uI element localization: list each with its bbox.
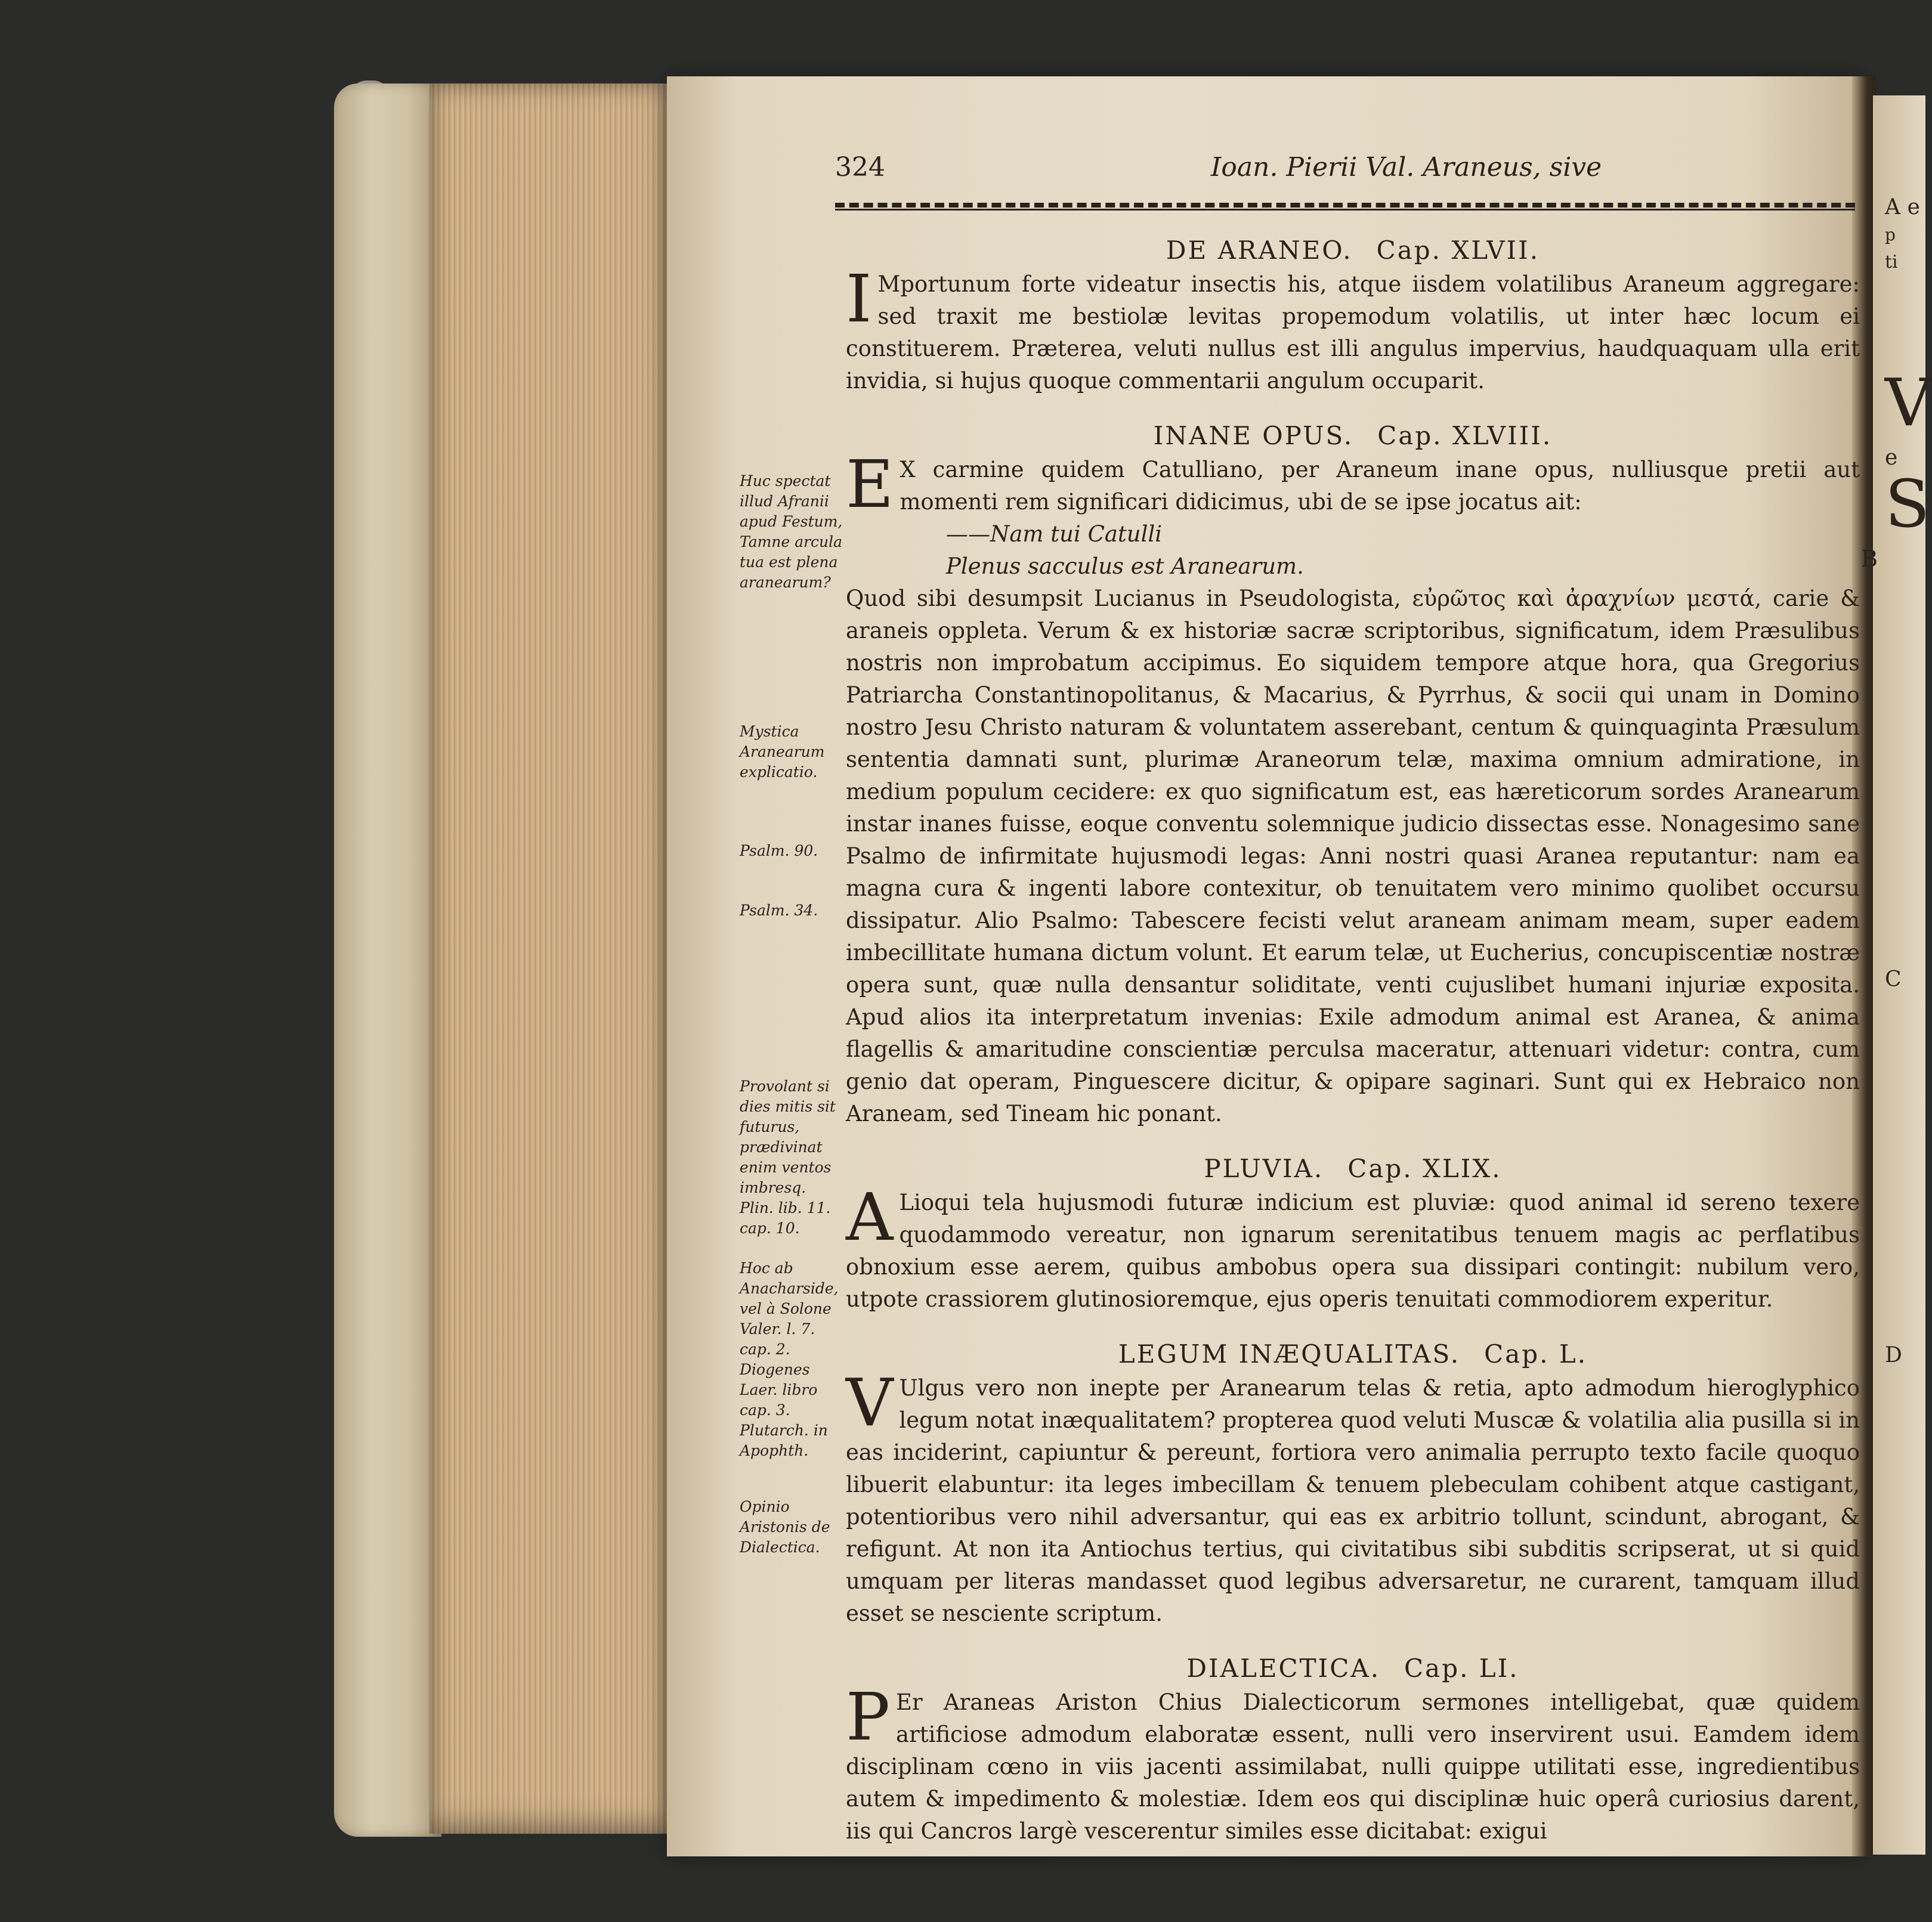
chapter-title: LEGUM INÆQUALITAS. xyxy=(1118,1339,1461,1369)
marginal-note: Psalm. 90. xyxy=(740,842,818,859)
chapter-heading xyxy=(846,1339,1860,1369)
marginal-note: Mystica Aranearum explicatio. xyxy=(740,723,825,781)
paragraph-text: Lioqui tela hujusmodi futuræ indicium est pluviæ: quod animal id sereno texere quodammodo vereatur, non ignarum serenitatibus tenuem magis ac perflatibus obnoxium esse aerem, quibus ambobus opera sua dissipari contingit: nubilum vero, utpote crassiorem glutinosioremque, ejus operis tenuitati commodiorem experitur. xyxy=(846,1190,1860,1312)
initial-letter: E xyxy=(846,446,894,522)
chapter-paragraph xyxy=(846,261,1860,397)
verse-line: ——Nam tui Catulli xyxy=(946,521,1163,547)
chapter-paragraph xyxy=(846,446,1860,522)
chapter-heading xyxy=(846,1154,1860,1183)
chapter-title: PLUVIA. xyxy=(1204,1154,1324,1183)
chapter-paragraph xyxy=(846,1364,1860,1630)
header-rule xyxy=(835,203,1855,208)
marginal-note: Psalm. 34. xyxy=(740,902,818,919)
chapter-number: Cap. L. xyxy=(1484,1339,1588,1369)
marginal-note: Opinio Aristonis de Dialectica. xyxy=(740,1498,830,1556)
chapter-number: Cap. XLIX. xyxy=(1347,1154,1502,1183)
verse-line: Plenus sacculus est Aranearum. xyxy=(946,553,1304,579)
next-page-fragment: S xyxy=(1885,466,1930,542)
header-rule xyxy=(835,209,1855,211)
marginal-note: Provolant si dies mitis sit futurus, prædivinat enim ventos imbresq. Plin. lib. 11. cap. 10. xyxy=(740,1078,836,1237)
page-edges xyxy=(429,83,668,1834)
chapter-number: Cap. XLVIII. xyxy=(1377,421,1553,450)
section-letter: B xyxy=(1861,546,1878,572)
initial-letter: V xyxy=(846,1364,894,1441)
initial-letter: I xyxy=(846,261,872,337)
chapter-heading xyxy=(846,1654,1860,1683)
chapter-paragraph xyxy=(846,1679,1860,1847)
marginal-note: Hoc ab Anacharside, vel à Solone Valer. l. 7. cap. 2. Diogenes Laer. libro cap. 3. Plutarch. in Apophth. xyxy=(740,1259,839,1459)
next-page-fragment: V xyxy=(1885,364,1932,441)
page-number: 324 xyxy=(835,152,885,182)
initial-letter: P xyxy=(846,1679,891,1755)
paragraph-text: X carmine quidem Catulliano, per Araneum inane opus, nulliusque pretii aut momenti rem significari didicimus, ubi de se ipse jocatus ait: xyxy=(899,457,1860,515)
main-text xyxy=(846,236,1860,1847)
next-page-fragment: A e xyxy=(1885,195,1920,219)
book-spine xyxy=(334,83,441,1837)
next-page-fragment: C xyxy=(1885,967,1902,992)
marginal-note: Huc spectat illud Afranii apud Festum, Tamne arcula tua est plena aranearum? xyxy=(740,472,843,591)
chapter-title: INANE OPUS. xyxy=(1153,421,1354,450)
next-page-fragment: D xyxy=(1885,1343,1902,1367)
chapter-title: DIALECTICA. xyxy=(1186,1654,1381,1683)
chapter-paragraph xyxy=(846,1179,1860,1316)
paragraph-text: Er Araneas Ariston Chius Dialecticorum sermones intelligebat, quæ quidem artificiose admodum elaboratæ essent, nulli vero inservirent usui. Eamdem idem disciplinam cœno in viis jacenti assimilabat, nulli quippe utilitati esse, ingredientibus autem & impedimento & molestiæ. Idem eos qui disciplinæ huic operâ curiosius darent, iis qui Cancros largè vescerentur similes esse dicitabat: exigui xyxy=(846,1689,1860,1844)
chapter-paragraph: Quod sibi desumpsit Lucianus in Pseudologista, εὐρῶτος καὶ ἀραχνίων μεστά, carie & araneis oppleta. Verum & ex historiæ sacræ scriptoribus, significatum, idem Præsulibus nostris non improbatum accipimus. Eo siquidem tempore atque hora, qua Gregorius Patriarcha Constantinopolitanus, & Macarius, & Pyrrhus, & socii qui unam in Domino nostro Jesu Christo naturam & voluntatem asserebant, centum & quinquaginta Præsulum sententia damnati sunt, plurimæ Araneorum telæ, maxima omnium admiratione, in medium populum cecidere: ex quo significatum est, eas hæreticorum sordes Aranearum instar inanes fuisse, eoque conventu solemnique judicio dissectas esse. Nonagesimo sane Psalmo de infirmitate hujusmodi legas: Anni nostri quasi Aranea reputantur: nam ea magna cura & ingenti labore contexitur, ob tenuitatem vero minimo quolibet occursu dissipatur. Alio Psalmo: Tabescere fecisti velut araneam animam meam, super eadem imbecillitate humana dictum volunt. Et earum telæ, ut Eucherius, concupiscentiæ nostræ opera sunt, quæ nulla densantur soliditate, venti cujuslibet humani injuriæ exposita. Apud alios ita interpretatum invenias: Exile admodum animal est Aranea, & anima flagellis & amaritudine conscientiæ perculsa maceratur, attenuari videtur: contra, cum genio dat operam, Pinguescere dicitur, & opipare saginari. Sunt qui ex Hebraico non Araneam, sed Tineam hic ponant. xyxy=(846,586,1860,1126)
paragraph-text: Ulgus vero non inepte per Aranearum telas & retia, apto admodum hieroglyphico legum notat inæqualitatem? propterea quod veluti Muscæ & volatilia alia pusilla si in eas inciderint, capiuntur & pereunt, fortiora vero animalia perrupto texto facile quoquo libuerit elabuntur: ita leges imbecillam & tenuem plebeculam cohibent atque castigant, potentioribus vero nihil adversantur, qui eas ex arbitrio tollunt, scindunt, abrogant, & refigunt. At non ita Antiochus tertius, qui civitatibus sibi subditis scripserat, ut si quid umquam per literas mandasset quod legibus adversaretur, ne curarent, tamquam illud esset se nesciente scriptum. xyxy=(846,1375,1860,1626)
running-title: Ioan. Pierii Val. Araneus, sive xyxy=(1211,152,1602,182)
paragraph-text: Mportunum forte videatur insectis his, atque iisdem volatilibus Araneum aggregare: sed traxit me bestiolæ levitas propemodum volatilis, ut inter hæc locum ei constituerem. Præterea, veluti nullus est illi angulus impervius, haudquaquam ulla erit invidia, si hujus quoque commentarii angulum occuparit. xyxy=(846,271,1860,394)
chapter-number: Cap. XLVII. xyxy=(1376,236,1540,265)
initial-letter: A xyxy=(846,1179,894,1255)
next-page-fragment: e xyxy=(1885,445,1898,470)
chapter-heading xyxy=(846,421,1860,450)
next-page-fragment: ti xyxy=(1885,252,1898,273)
next-page-fragment: p xyxy=(1885,225,1896,244)
chapter-number: Cap. LI. xyxy=(1404,1654,1519,1683)
running-head xyxy=(835,152,1867,188)
chapter-heading xyxy=(846,236,1860,265)
chapter-title: DE ARANEO. xyxy=(1166,236,1353,265)
